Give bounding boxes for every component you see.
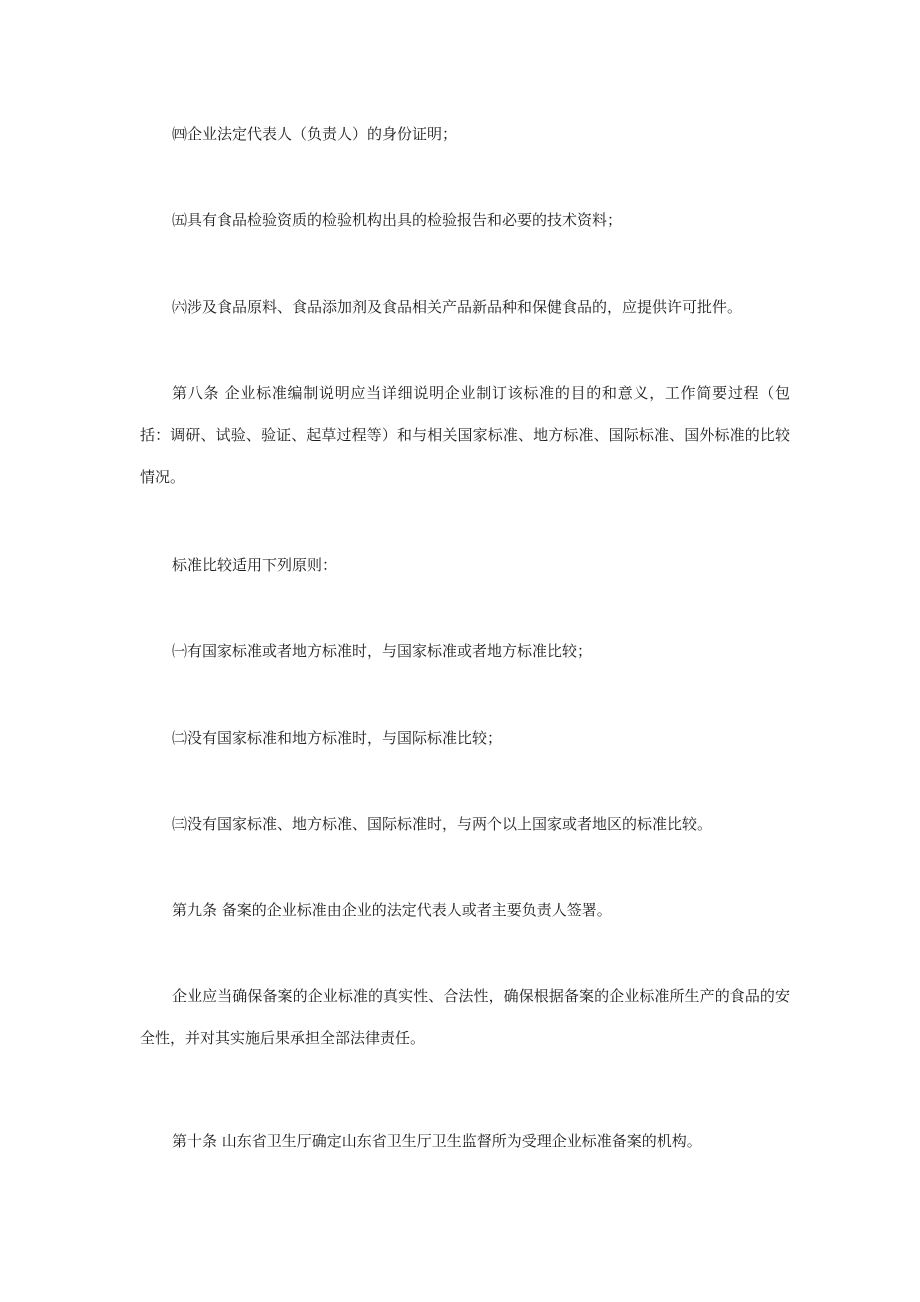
list-item-4: ㈣企业法定代表人（负责人）的身份证明；	[172, 125, 458, 143]
principle-3: ㈢没有国家标准、地方标准、国际标准时，与两个以上国家或者地区的标准比较。	[172, 815, 713, 833]
article-8: 第八条 企业标准编制说明应当详细说明企业制订该标准的目的和意义，工作简要过程（包括：调研、试验、验证、起草过程等）和与相关国家标准、地方标准、国际标准、国外标准的比较情况。	[140, 384, 790, 486]
principle-1: ㈠有国家标准或者地方标准时，与国家标准或者地方标准比较；	[172, 642, 593, 660]
principle-2: ㈡没有国家标准和地方标准时，与国际标准比较；	[172, 729, 503, 747]
principles-intro: 标准比较适用下列原则：	[172, 556, 338, 574]
article-9: 第九条 备案的企业标准由企业的法定代表人或者主要负责人签署。	[172, 901, 612, 919]
list-item-5: ㈤具有食品检验资质的检验机构出具的检验报告和必要的技术资料；	[172, 211, 623, 229]
article-10: 第十条 山东省卫生厅确定山东省卫生厅卫生监督所为受理企业标准备案的机构。	[172, 1132, 702, 1150]
article-9-paragraph-2: 企业应当确保备案的企业标准的真实性、合法性，确保根据备案的企业标准所生产的食品的安全性，并对其实施后果承担全部法律责任。	[140, 987, 790, 1047]
list-item-6: ㈥涉及食品原料、食品添加剂及食品相关产品新品种和保健食品的，应提供许可批件。	[172, 298, 743, 316]
